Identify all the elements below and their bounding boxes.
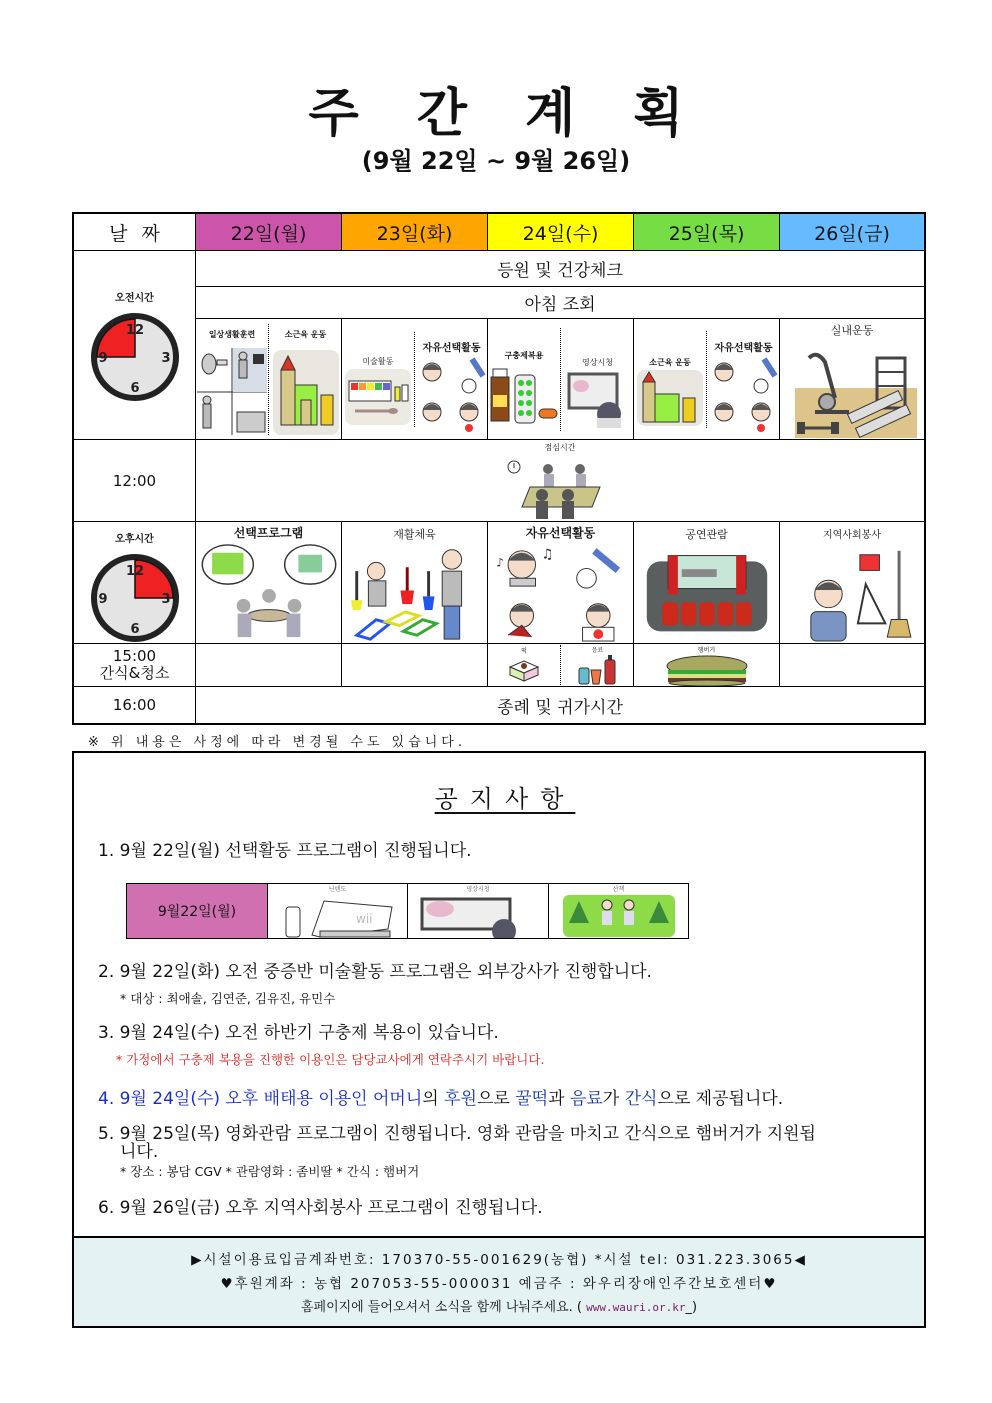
day-header-mon: 22일(월) xyxy=(196,214,342,250)
volunteer-cleaning-icon xyxy=(782,541,922,643)
homepage-line: 홈페이지에 들어오셔서 소식을 함께 나눠주세요. ( www.wauri.or.kr_) xyxy=(300,1300,698,1315)
snack-label: 간식&청소 xyxy=(99,664,170,682)
weekly-schedule-table xyxy=(72,212,926,725)
afternoon-label-cell xyxy=(74,522,196,643)
svg-text:6: 6 xyxy=(129,381,140,396)
walking-icon xyxy=(549,893,688,938)
activity-indoor-exercise: 실내운동 xyxy=(830,324,874,337)
svg-text:3: 3 xyxy=(160,592,171,607)
snack-cell-thu: 햄버거 xyxy=(634,644,780,686)
svg-text:6: 6 xyxy=(129,622,140,637)
dismissal-label: 종례 및 귀가시간 xyxy=(497,697,623,718)
snack-cell-tue xyxy=(342,644,488,686)
notice-item-5: 5. 9월 25일(목) 영화관람 프로그램이 진행됩니다. 영화 관람을 마치고 간식으로 햄버거가 지원됩 xyxy=(98,1124,816,1144)
selection-program-table xyxy=(126,883,689,939)
activity-community-service: 지역사회봉사 xyxy=(780,522,924,643)
snack-drinks: 음료 xyxy=(561,644,634,686)
svg-text:12: 12 xyxy=(125,323,144,338)
activity-fine-motor-mon: 소근육 운동 xyxy=(269,324,342,435)
building-blocks-icon xyxy=(271,340,341,435)
snack-row xyxy=(74,644,924,687)
free-choice-icon xyxy=(491,541,631,643)
activity-rehab-pe: 재활체육 xyxy=(342,522,488,643)
notice-item-5-cont: 니다. xyxy=(120,1142,159,1162)
day-header-fri: 26일(금) xyxy=(780,214,924,250)
notice-title: 공지사항 xyxy=(434,785,576,813)
option-video-watching: 영상시청 xyxy=(408,884,549,938)
notice-item-3: 3. 9월 24일(수) 오전 하반기 구충제 복용이 있습니다. xyxy=(98,1023,499,1043)
video-tv-icon xyxy=(563,368,633,428)
medicine-icon xyxy=(489,361,559,431)
dismissal-time: 16:00 xyxy=(74,687,196,723)
daily-living-icon xyxy=(197,340,267,435)
date-label: 날짜 xyxy=(74,214,196,250)
footer-info xyxy=(74,1236,924,1326)
svg-text:9: 9 xyxy=(97,351,108,366)
svg-text:12: 12 xyxy=(125,564,144,579)
activity-cell-mon xyxy=(196,319,342,439)
lunch-caption: 점심시간 xyxy=(544,443,576,452)
rice-cake-icon xyxy=(504,655,544,685)
page-title: 주간계획 xyxy=(308,84,742,144)
notice-item-6: 6. 9월 26일(금) 오후 지역사회봉사 프로그램이 진행됩니다. xyxy=(98,1198,543,1218)
snack-label-cell xyxy=(74,644,196,686)
svg-text:♪: ♪ xyxy=(495,555,504,570)
activity-selection-program: 선택프로그램 xyxy=(196,522,342,643)
free-choice-icon xyxy=(417,354,487,434)
option-nintendo: 닌텐도 wii xyxy=(268,884,408,938)
free-choice-icon xyxy=(709,354,779,434)
lunch-row xyxy=(74,440,924,522)
morning-block xyxy=(74,251,924,440)
notice-item-3-sub: * 가정에서 구충제 복용을 진행한 이용인은 담당교사에게 연락주시기 바랍니다. xyxy=(116,1052,545,1067)
notice-item-2: 2. 9월 22일(화) 오전 중증반 미술활동 프로그램은 외부강사가 진행합니다. xyxy=(98,962,652,982)
snack-cell-fri xyxy=(780,644,924,686)
day-header-tue: 23일(화) xyxy=(342,214,488,250)
notice-item-5-sub: * 장소 : 봉담 CGV * 관람영화 : 좀비딸 * 간식 : 햄버거 xyxy=(120,1164,420,1179)
paint-palette-icon xyxy=(343,367,413,427)
gym-equipment-icon xyxy=(787,338,917,438)
svg-text:3: 3 xyxy=(160,351,171,366)
morning-label: 오전시간 xyxy=(115,293,154,304)
activity-art: 미술활동 xyxy=(342,332,415,427)
activity-fine-motor-thu: 소근육 운동 xyxy=(634,331,707,428)
snack-cell-mon xyxy=(196,644,342,686)
activity-free-choice-wed: 자유선택활동 ♪ ♫ xyxy=(488,522,634,643)
arrival-health-check: 등원 및 건강체크 xyxy=(196,251,924,287)
clock-12-to-3-icon xyxy=(90,553,180,643)
drinks-icon xyxy=(573,654,623,686)
notice-item-4: 4. 9월 24일(수) 오후 배태용 이용인 어머니의 후원으로 꿀떡과 음료가 간식으로 제공됩니다. xyxy=(98,1089,784,1109)
svg-text:wii: wii xyxy=(356,912,373,926)
activity-cell-tue xyxy=(342,319,488,439)
snack-cell-wed xyxy=(488,644,634,686)
schedule-disclaimer: ※ 위 내용은 사정에 따라 변경될 수도 있습니다. xyxy=(88,735,466,750)
lunch-cell xyxy=(196,440,924,521)
activity-performance-viewing: 공연관람 xyxy=(634,522,780,643)
activity-free-choice-thu: 자유선택활동 xyxy=(707,325,780,434)
group-discussion-icon xyxy=(199,541,339,643)
afternoon-label: 오후시간 xyxy=(115,534,154,545)
notice-item-1: 1. 9월 22일(월) 선택활동 프로그램이 진행됩니다. xyxy=(98,841,472,861)
rehab-exercise-icon xyxy=(345,542,485,643)
notice-item-2-sub: * 대상 : 최애솔, 김연준, 김유진, 유민수 xyxy=(120,991,336,1006)
activity-cell-thu xyxy=(634,319,780,439)
activity-free-choice-tue: 자유선택활동 xyxy=(415,325,488,434)
option-walk: 산책 xyxy=(549,884,688,938)
day-header-thu: 25일(목) xyxy=(634,214,780,250)
theater-icon xyxy=(637,542,777,643)
snack-rice-cake: 떡 xyxy=(488,645,561,685)
fee-account-line: ▶시설이용료입금계좌번호: 170370-55-001629(농협) *시설 tel: 031.223.3065◀ xyxy=(191,1252,807,1268)
svg-text:9: 9 xyxy=(97,592,108,607)
activity-deworming: 구충제복용 xyxy=(488,328,561,431)
building-blocks-icon xyxy=(635,368,705,428)
snack-time: 15:00 xyxy=(112,647,157,665)
afternoon-row xyxy=(74,522,924,644)
svg-text:♫: ♫ xyxy=(540,546,554,563)
activity-cell-wed xyxy=(488,319,634,439)
activity-video-watching: 영상시청 xyxy=(561,331,634,428)
homepage-link[interactable]: www.wauri.or.kr xyxy=(586,1301,686,1314)
day-header-wed: 24일(수) xyxy=(488,214,634,250)
noon-label: 12:00 xyxy=(74,440,196,521)
morning-label-cell xyxy=(74,251,196,439)
morning-assembly: 아침 조회 xyxy=(196,287,924,319)
activity-cell-fri xyxy=(780,319,924,439)
clock-9-to-12-icon xyxy=(90,312,180,402)
hamburger-icon xyxy=(662,654,752,686)
game-console-icon xyxy=(268,893,408,938)
lunch-table-icon xyxy=(500,453,620,521)
activity-daily-living: 일상생활훈련 xyxy=(196,324,269,435)
notice-box xyxy=(72,751,926,1328)
video-tv-icon xyxy=(408,893,548,938)
selection-date: 9월22일(월) xyxy=(127,884,268,938)
dismissal-row xyxy=(74,687,924,723)
donation-account-line: ♥후원계좌 : 농협 207053-55-000031 예금주 : 와우리장애인주간보호센터♥ xyxy=(220,1276,778,1292)
header-row xyxy=(74,214,924,251)
morning-activities xyxy=(196,319,924,439)
date-range: (9월 22일 ~ 9월 26일) xyxy=(361,147,631,175)
